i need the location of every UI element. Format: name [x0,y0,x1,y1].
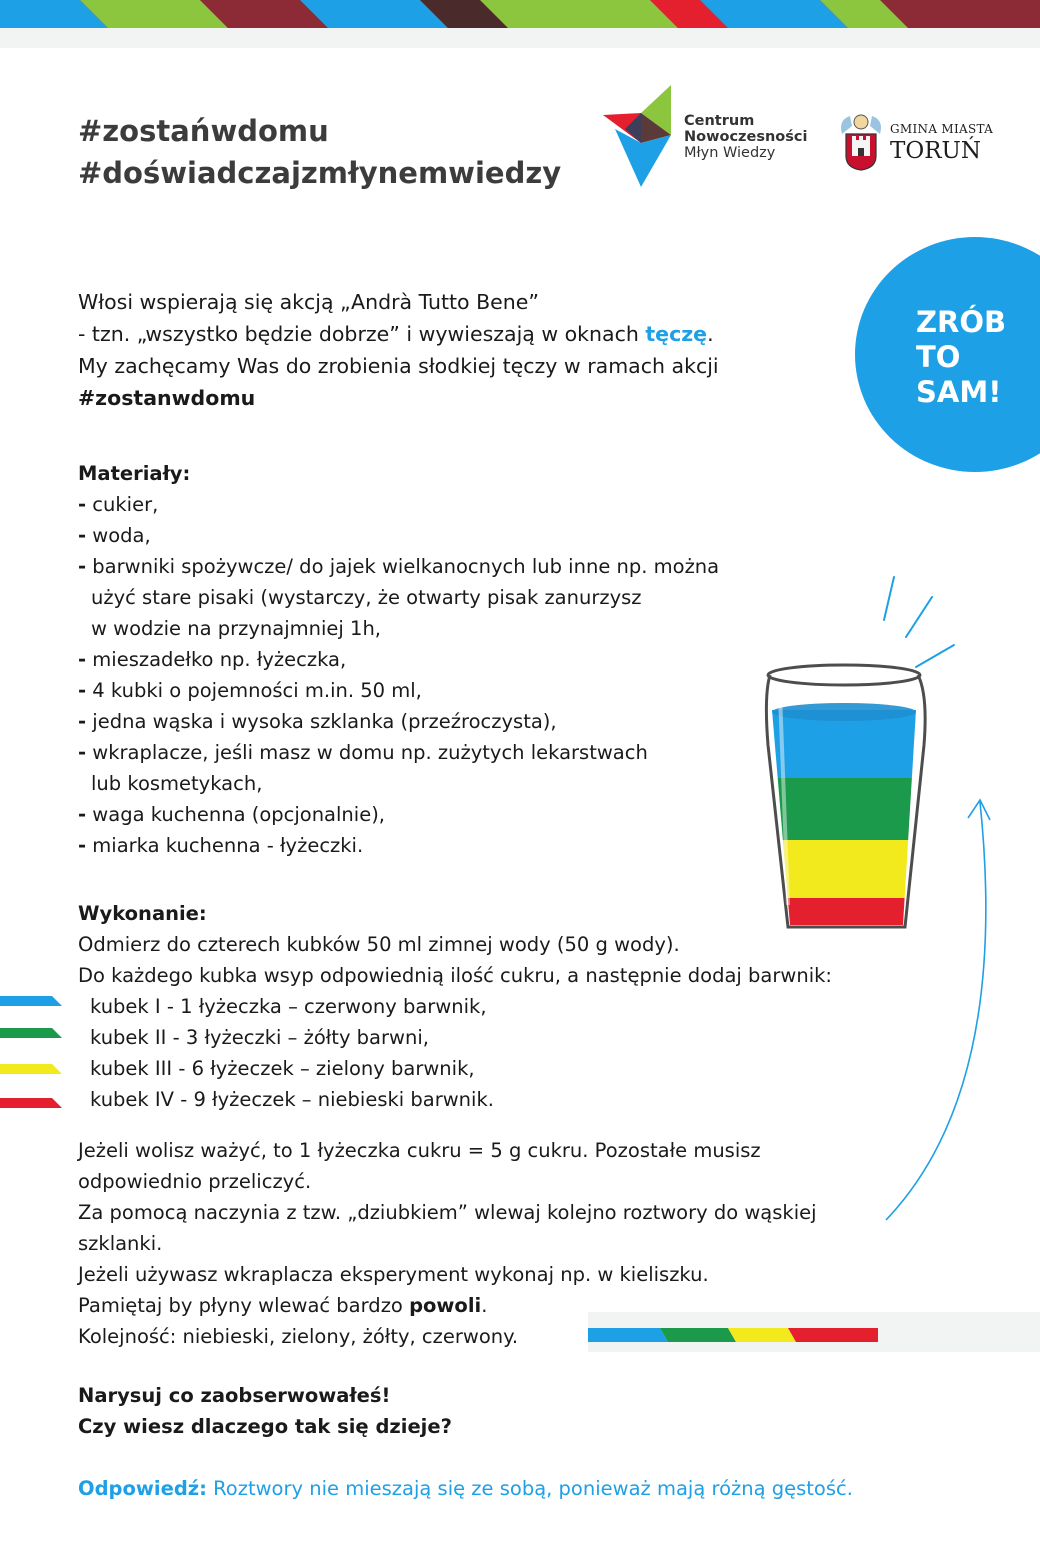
steps-section [78,898,832,1115]
materials-item-continuation: w wodzie na przynajmniej 1h, [91,617,382,640]
cup-4-instruction: kubek IV - 9 łyżeczek – niebieski barwnik. [90,1088,494,1111]
cup-3-instruction: kubek III - 6 łyżeczek – zielony barwnik, [90,1057,475,1080]
cup-2-instruction: kubek II - 3 łyżeczki – żółty barwni, [90,1026,429,1049]
hashtag-stay-home: #zostańwdomu [78,114,329,148]
notes-line2: odpowiednio przeliczyć. [78,1170,312,1193]
steps-line1: Odmierz do czterech kubków 50 ml zimnej wody (50 g wody). [78,933,680,956]
notes-order: Kolejność: niebieski, zielony, żółty, czerwony. [78,1325,519,1348]
torun-line1: GMINA MIASTA [890,122,994,136]
centrum-logo-icon [603,85,675,190]
answer-label: Odpowiedź: [78,1477,207,1500]
hashtags [78,110,561,194]
badge-line2: TO [916,340,961,374]
materials-item [78,644,719,675]
materials-item-text: wkraplacze, jeśli masz w domu np. zużytych lekarstwach [86,741,648,764]
centrum-line1: Centrum [684,113,755,129]
materials-item-text: miarka kuchenna - łyżeczki. [86,834,364,857]
centrum-line2: Nowoczesności [684,129,808,145]
materials-item [78,551,719,582]
intro-paragraph [78,286,719,414]
notes-line4: szklanki. [78,1232,163,1255]
intro-line3: My zachęcamy Was do zrobienia słodkiej tęczy w ramach akcji [78,354,719,378]
materials-item [78,675,719,706]
materials-item-text: jedna wąska i wysoka szklanka (przeźroczysta), [86,710,557,733]
logo-gmina-torun [838,112,998,174]
steps-line2: Do każdego kubka wsyp odpowiednią ilość cukru, a następnie dodaj barwnik: [78,964,832,987]
intro-line2-text: - tzn. „wszystko będzie dobrze” i wywieszają w oknach [78,322,646,346]
notes-line5: Jeżeli używasz wkraplacza eksperyment wykonaj np. w kieliszku. [78,1263,709,1286]
materials-item [78,706,719,737]
bullet: - [78,803,87,826]
notes-line6-end: . [481,1294,488,1317]
badge-text [916,305,1006,410]
cup-1-instruction: kubek I - 1 łyżeczka – czerwony barwnik, [90,995,487,1018]
intro-hashtag: #zostanwdomu [78,386,256,410]
bullet: - [78,493,87,516]
intro-rainbow-word: tęczę [645,322,708,346]
answer-section [78,1473,853,1504]
rainbow-bar [588,1328,878,1342]
bullet: - [78,679,87,702]
notes-line6-text: Pamiętaj by płyny wlewać bardzo [78,1294,410,1317]
bullet: - [78,524,87,547]
badge-line3: SAM! [916,375,1002,409]
answer-text: Roztwory nie mieszają się ze sobą, ponieważ mają różną gęstość. [206,1477,853,1500]
materials-item-text: waga kuchenna (opcjonalnie), [86,803,386,826]
cup-color-markers [0,990,70,1110]
top-stripe-bar [0,0,1040,28]
materials-heading: Materiały: [78,462,191,485]
materials-item-text: barwniki spożywcze/ do jajek wielkanocnych lub inne np. można [86,555,720,578]
materials-section [78,458,719,861]
question-line2: Czy wiesz dlaczego tak się dzieje? [78,1415,452,1438]
hashtag-experience: #doświadczajzmłynemwiedzy [78,156,562,190]
bullet: - [78,648,87,671]
torun-crest-icon [838,112,884,172]
materials-item [78,830,719,861]
notes-line1: Jeżeli wolisz ważyć, to 1 łyżeczka cukru = 5 g cukru. Pozostałe musisz [78,1139,761,1162]
materials-item-continuation: użyć stare pisaki (wystarczy, że otwarty pisak zanurzysz [91,586,642,609]
materials-item [78,489,719,520]
rainbow-bar-band [588,1312,1040,1352]
intro-line2-end: . [707,322,714,346]
badge-line1: ZRÓB [916,305,1007,339]
question-line1: Narysuj co zaobserwowałeś! [78,1384,391,1407]
logo-centrum-nowoczesnosci [603,85,843,190]
notes-line3: Za pomocą naczynia z tzw. „dziubkiem” wlewaj kolejno roztwory do wąskiej [78,1201,817,1224]
bullet: - [78,834,87,857]
centrum-line3: Młyn Wiedzy [684,145,776,161]
question-section [78,1380,452,1442]
materials-item [78,799,719,830]
bullet: - [78,555,87,578]
intro-line1: Włosi wspierają się akcją „Andrà Tutto Bene” [78,290,540,314]
materials-item-text: woda, [86,524,151,547]
materials-item-text: mieszadełko np. łyżeczka, [86,648,347,671]
materials-item [78,520,719,551]
materials-item [78,737,719,768]
bullet: - [78,741,87,764]
materials-item-continuation: lub kosmetykach, [91,772,263,795]
torun-line2: TORUŃ [890,138,982,164]
bullet: - [78,710,87,733]
steps-heading: Wykonanie: [78,902,207,925]
materials-item-text: 4 kubki o pojemności m.in. 50 ml, [86,679,422,702]
header-band [0,28,1040,48]
materials-item-text: cukier, [86,493,159,516]
notes-slowly: powoli [409,1294,482,1317]
intro-line2 [78,318,719,350]
curved-arrow-icon [860,790,1010,1230]
